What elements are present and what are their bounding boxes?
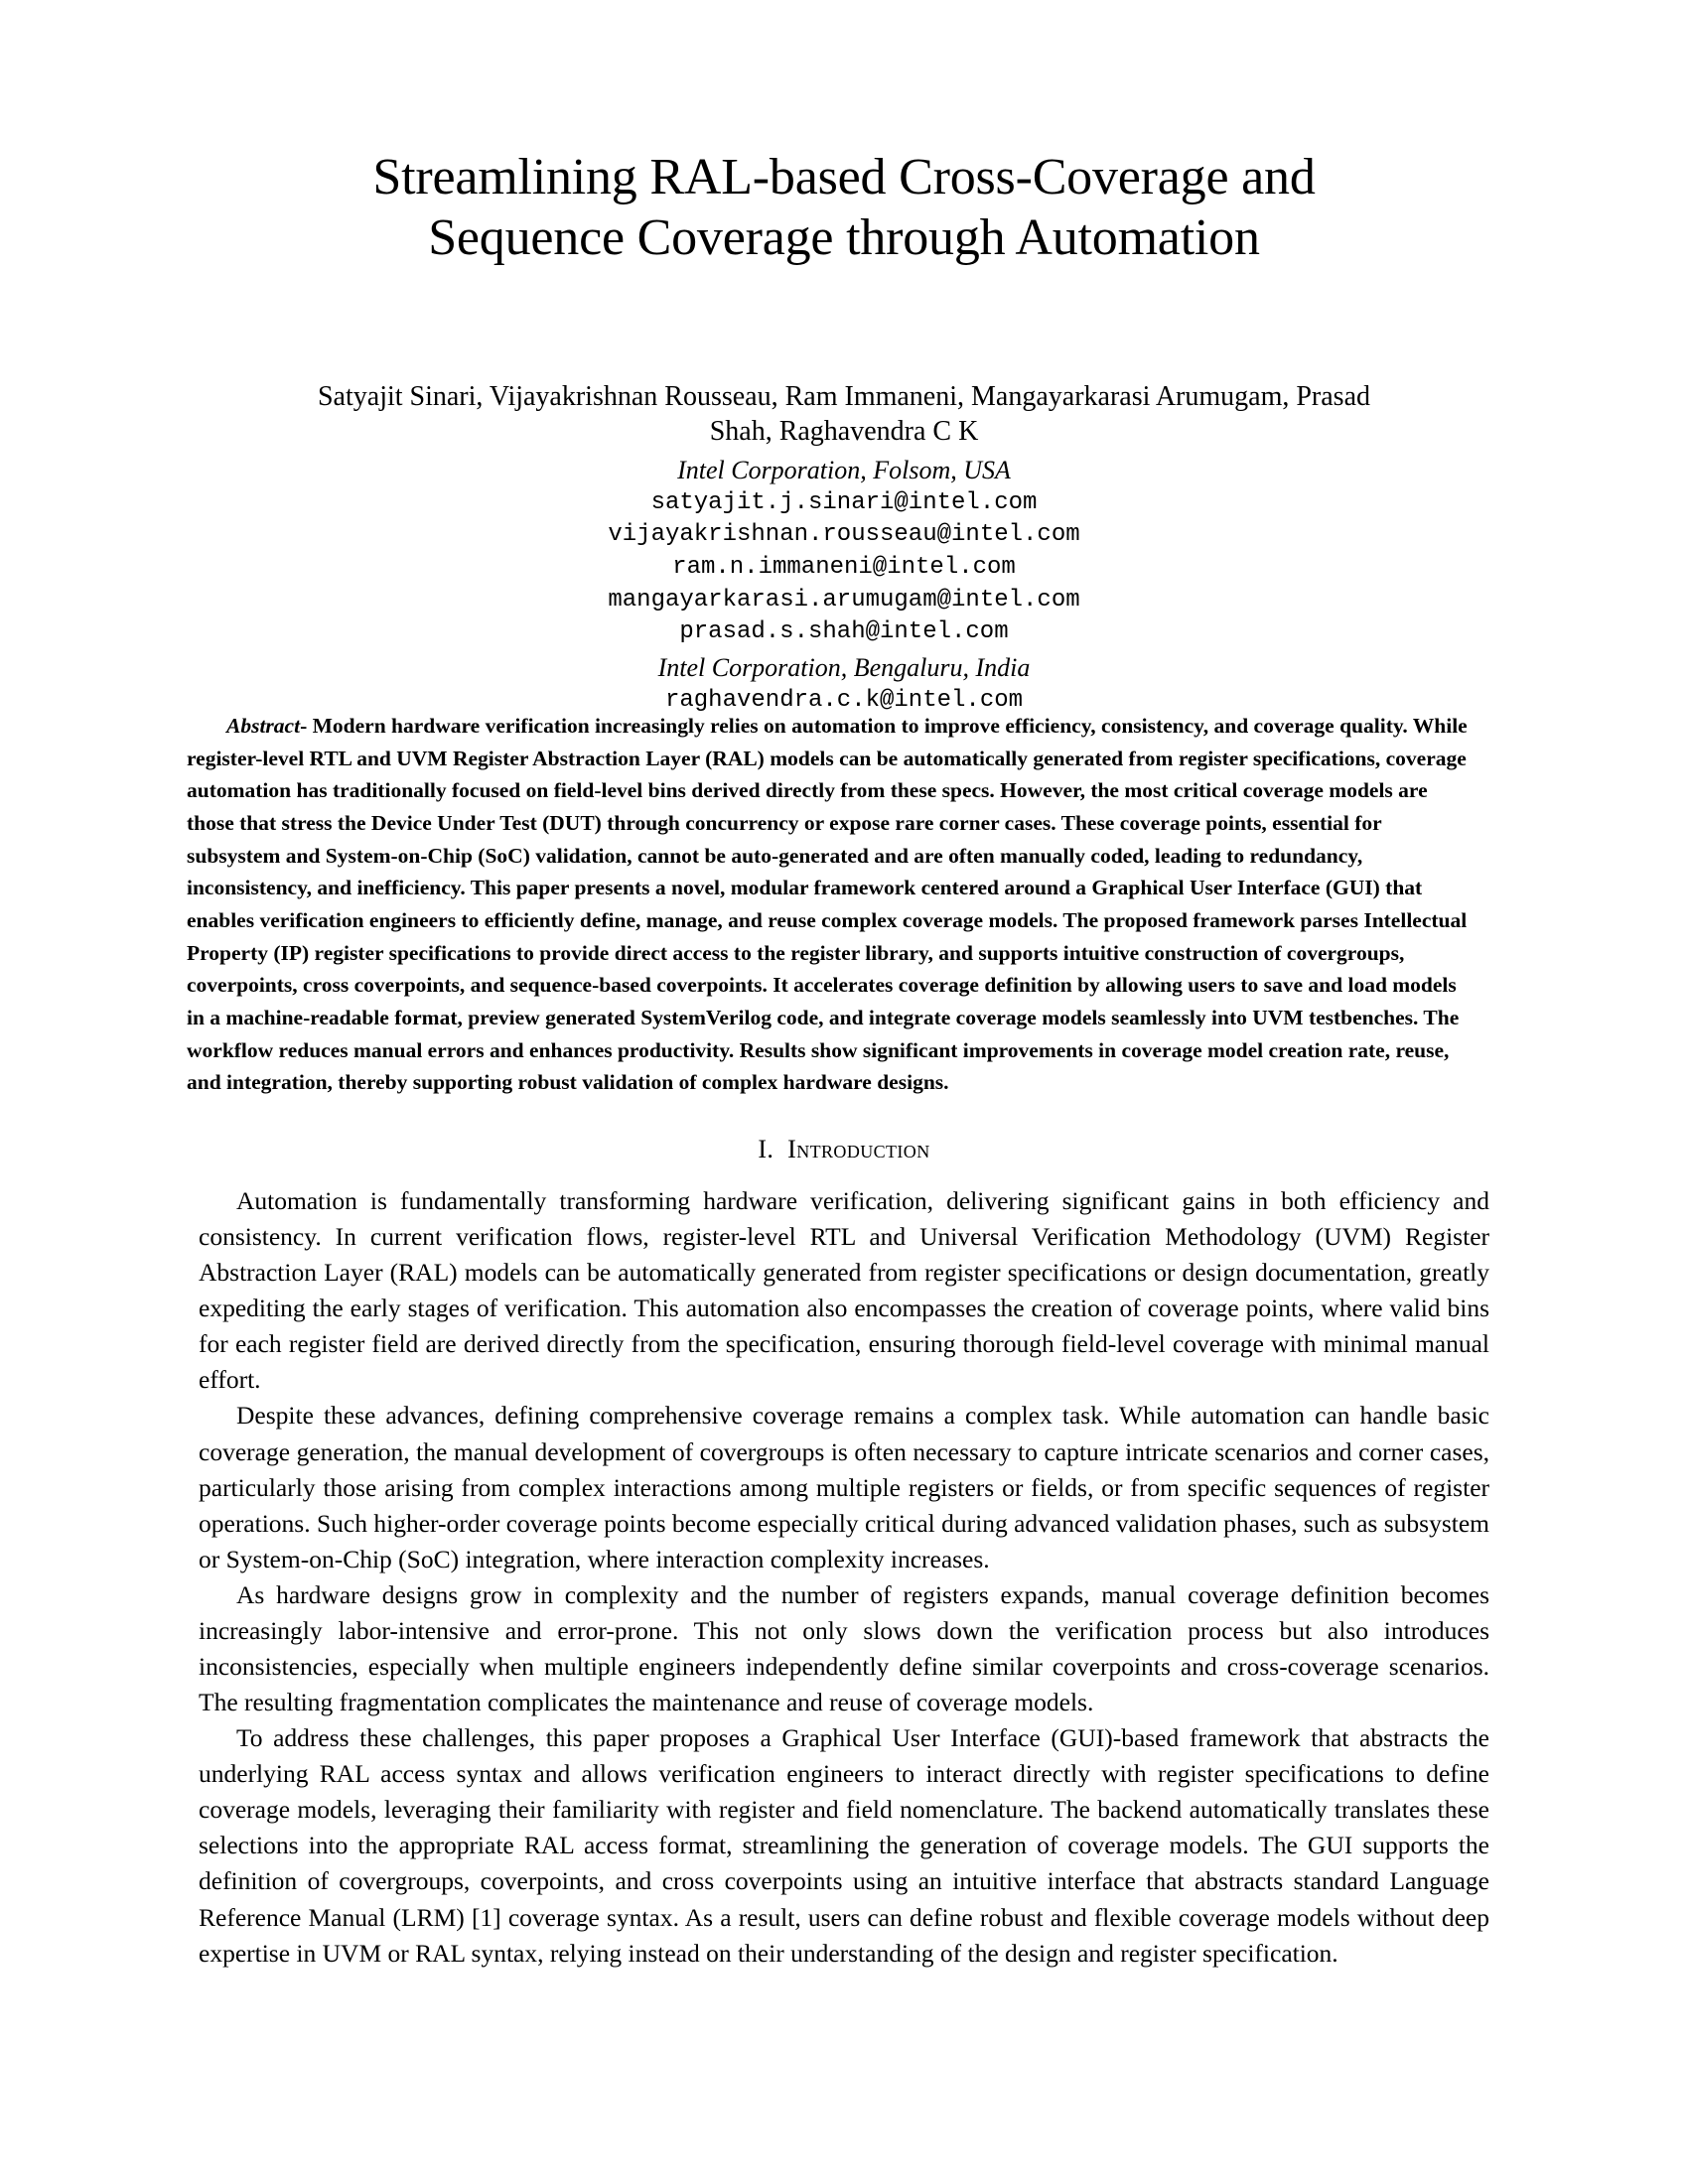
email-item: raghavendra.c.k@intel.com	[664, 686, 1024, 714]
abstract-separator: -	[300, 714, 313, 738]
email-item: mangayarkarasi.arumugam@intel.com	[608, 586, 1080, 614]
body-column	[199, 1183, 1489, 1972]
body-paragraph: Despite these advances, defining comprehensive coverage remains a complex task. While automation can handle basic coverage generation, the manual development of covergroups is often necessary to capture intricate scenarios and corner cases, particularly those arising from complex interactions among multiple registers or fields, or from specific sequences of register operations. Such higher-order coverage points become especially critical during advanced validation phases, such as subsystem or System-on-Chip (SoC) integration, where interaction complexity increases.	[199, 1401, 1489, 1573]
paper-title-line-2: Sequence Coverage through Automation	[428, 209, 1260, 267]
body-paragraph: As hardware designs grow in complexity and the number of registers expands, manual coverage definition becomes increasingly labor-intensive and error-prone. This not only slows down the verification process but also introduces inconsistencies, especially when multiple engineers independently define similar coverpoints and cross-coverage scenarios. The resulting fragmentation complicates the maintenance and reuse of coverage models.	[199, 1579, 1489, 1717]
section-numeral: I.	[758, 1135, 774, 1163]
paper-title	[189, 147, 1499, 269]
abstract-keyword: Abstract	[226, 714, 301, 738]
email-item: ram.n.immaneni@intel.com	[672, 554, 1016, 582]
author-list	[199, 379, 1489, 450]
body-paragraph: To address these challenges, this paper proposes a Graphical User Interface (GUI)-based framework that abstracts the underlying RAL access syntax and allows verification engineers to interact directly with register specifications to define coverage models, leveraging their familiarity with register and field nomenclature. The backend automatically translates these selections into the appropriate RAL access format, streamlining the generation of coverage models. The GUI supports the definition of covergroups, coverpoints, and cross coverpoints using an intuitive interface that abstracts standard Language Reference Manual (LRM) [1] coverage syntax. As a result, users can define robust and flexible coverage models without deep expertise in UVM or RAL syntax, relying instead on their understanding of the design and register specification.	[199, 1723, 1489, 1968]
email-item: prasad.s.shah@intel.com	[679, 618, 1009, 646]
email-list-folsom	[199, 487, 1489, 649]
email-item: vijayakrishnan.rousseau@intel.com	[608, 521, 1080, 549]
affiliation-folsom: Intel Corporation, Folsom, USA	[677, 456, 1011, 484]
affiliation-bengaluru: Intel Corporation, Bengaluru, India	[657, 652, 1031, 682]
section-title: Introduction	[787, 1135, 930, 1163]
abstract-paragraph	[187, 710, 1477, 1099]
section-heading-introduction	[199, 1135, 1489, 1164]
author-list-line-1: Satyajit Sinari, Vijayakrishnan Rousseau, Ram Immaneni, Mangayarkarasi Arumugam, Prasad	[317, 381, 1371, 412]
author-list-line-2: Shah, Raghavendra C K	[709, 416, 979, 448]
body-paragraph: Automation is fundamentally transforming hardware verification, delivering significant gains in both efficiency and consistency. In current verification flows, register-level RTL and Universal Verification Methodology (UVM) Register Abstraction Layer (RAL) models can be automatically generated from register specifications or design documentation, greatly expediting the early stages of verification. This automation also encompasses the creation of coverage points, where valid bins for each register field are derived directly from the specification, ensuring thorough field-level coverage with minimal manual effort.	[199, 1186, 1489, 1395]
abstract-body: Modern hardware verification increasingly relies on automation to improve efficiency, consistency, and coverage quality. While register-level RTL and UVM Register Abstraction Layer (RAL) models can be automatically generated from register specifications, coverage automation has traditionally focused on field-level bins derived directly from these specs. However, the most critical coverage models are those that stress the Device Under Test (DUT) through concurrency or expose rare corner cases. These coverage points, essential for subsystem and System-on-Chip (SoC) validation, cannot be auto-generated and are often manually coded, leading to redundancy, inconsistency, and inefficiency. This paper presents a novel, modular framework centered around a Graphical User Interface (GUI) that enables verification engineers to efficiently define, manage, and reuse complex coverage models. The proposed framework parses Intellectual Property (IP) register specifications to provide direct access to the register library, and supports intuitive construction of covergroups, coverpoints, cross coverpoints, and sequence-based coverpoints. It accelerates coverage definition by allowing users to save and load models in a machine-readable format, preview generated SystemVerilog code, and integrate coverage models seamlessly into UVM testbenches. The workflow reduces manual errors and enhances productivity. Results show significant improvements in coverage model creation rate, reuse, and integration, thereby supporting robust validation of complex hardware designs.	[187, 714, 1468, 1095]
affiliation-block	[199, 452, 1489, 717]
email-item: satyajit.j.sinari@intel.com	[650, 488, 1038, 516]
paper-title-line-1: Streamlining RAL-based Cross-Coverage and	[372, 149, 1316, 205]
